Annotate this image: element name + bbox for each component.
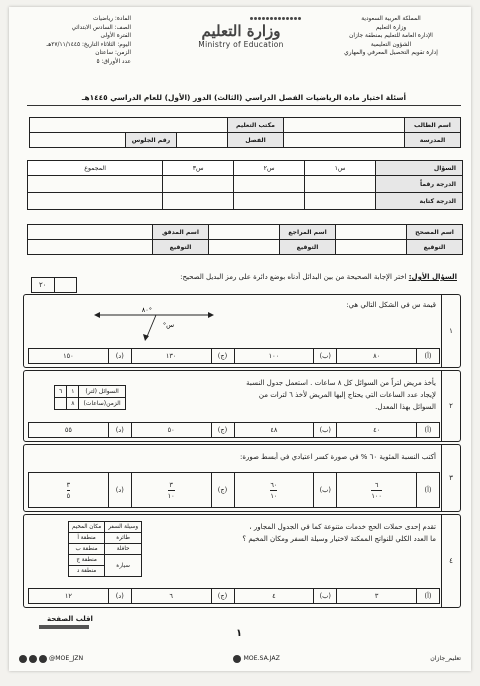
footer-handle-middle: MOE.SA.JAZ (243, 655, 280, 662)
header-right-block (325, 15, 457, 58)
corrector-field[interactable] (336, 225, 407, 240)
option-value[interactable] (131, 473, 211, 507)
score-earned-cell[interactable] (55, 278, 77, 292)
question-1 (23, 294, 461, 368)
turn-page-arrow-icon (39, 625, 89, 629)
numerator: ٦ (374, 480, 379, 489)
footer (19, 652, 461, 665)
denominator: ٥ (66, 491, 71, 500)
signature-field[interactable] (336, 240, 407, 255)
header-line: الزمن: ساعتان (95, 50, 131, 57)
option-letter[interactable]: (د) (108, 349, 131, 363)
option-value[interactable]: ١٥٠ (63, 352, 74, 360)
checker-label: اسم المدقق (153, 225, 209, 240)
ratio-cell (55, 398, 67, 410)
option-letter[interactable]: (ج) (211, 423, 234, 437)
camp-header: مكان المخيم (69, 522, 105, 533)
option-letter[interactable]: (ج) (211, 349, 234, 363)
hajj-campaign-table (68, 521, 142, 577)
student-name-label: اسم الطالب (405, 118, 461, 133)
option-letter[interactable]: (أ) (416, 589, 439, 603)
reviewer-table (27, 224, 463, 255)
instagram-icon (29, 655, 37, 663)
option-letter[interactable]: (ب) (313, 423, 336, 437)
camp-header: وسيلة السفر (105, 522, 142, 533)
header-line: عدد الأوراق: ٥ (96, 58, 131, 65)
grade-cell[interactable] (163, 193, 234, 210)
question-text: أكتب النسبة المئوية ٦٠ % في صورة كسر اعتيادي في أبسط صورة: (239, 453, 436, 461)
ratio-header: الزمن(ساعات) (79, 398, 125, 410)
option-letter[interactable]: (د) (108, 423, 131, 437)
footer-handle-left: @MOE_JZN (49, 655, 84, 662)
transport-option: حافلة (105, 544, 142, 555)
question-3 (23, 444, 461, 512)
grade-cell[interactable] (234, 176, 305, 193)
grade-cell[interactable] (28, 193, 163, 210)
angle-variable-label: س° (162, 321, 174, 329)
option-letter[interactable]: (د) (108, 589, 131, 603)
option-value[interactable]: ٥٠ (131, 423, 211, 437)
signature-label: التوقيع (153, 240, 209, 255)
option-letter[interactable]: (أ) (416, 423, 439, 437)
angle-label: °٨٠ (141, 306, 152, 314)
transport-option: طائرة (105, 533, 142, 544)
denominator: ١٠٠ (371, 491, 382, 500)
question-text-line: لإيجاد عدد الساعات التي يحتاج إليها المريض لأخذ ٦ لترات من (258, 391, 436, 399)
option-value[interactable] (234, 473, 314, 507)
option-value[interactable]: ٨٠ (336, 349, 416, 363)
education-office-field[interactable] (30, 118, 228, 133)
option-letter[interactable]: (ج) (211, 589, 234, 603)
transport-option: سيارة (105, 555, 142, 577)
education-office-label: مكتب التعليم (228, 118, 284, 133)
angle-figure (94, 305, 214, 341)
option-letter[interactable]: (د) (108, 473, 131, 507)
header-line: إدارة تقويم التحصيل المعرفي والمهاري (344, 50, 438, 57)
x-icon (39, 655, 47, 663)
ratio-table (54, 385, 126, 410)
logo-english: Ministry of Education (198, 40, 284, 49)
header-line: اليوم: الثلاثاء التاريخ: ٢٧/١١/١٤٤٥هـ (46, 41, 131, 48)
header-line: الإدارة العامة للتعليم بمنطقة جازان (349, 33, 433, 40)
header-line: وزارة التعليم (375, 24, 407, 31)
reviewer-field[interactable] (209, 225, 280, 240)
header-line: الفترة الأولى (100, 33, 131, 40)
question-text-line: ما العدد الكلي للنواتج الممكنة لاختيار وسيلة السفر ومكان المخيم ؟ (242, 535, 436, 543)
q1-title: السؤال الأول: (408, 273, 457, 281)
fraction (67, 480, 71, 501)
grade-cell[interactable] (305, 176, 376, 193)
class-label: الفصل (228, 133, 284, 148)
option-value[interactable]: ٣ (336, 589, 416, 603)
exam-page (9, 7, 471, 671)
ministry-logo (181, 17, 301, 73)
option-value[interactable]: ٤ (234, 589, 314, 603)
grade-row-label: الدرجة كتابة (376, 193, 463, 210)
grade-col-header: المجموع (28, 161, 163, 176)
header-line: المملكة العربية السعودية (361, 16, 421, 22)
signature-field[interactable] (209, 240, 280, 255)
question-text-line: يأخذ مريض لتراً من السوائل كل ٨ ساعات . استعمل جدول النسبة (246, 379, 436, 387)
logo-dots-icon (181, 17, 301, 20)
header-line: الشؤون التعليمية (370, 41, 412, 48)
ratio-header: السوائل (لتر) (79, 386, 125, 398)
option-value[interactable]: ٤٠ (336, 423, 416, 437)
school-label: المدرسة (405, 133, 461, 148)
option-letter[interactable]: (أ) (416, 349, 439, 363)
class-field[interactable] (177, 133, 228, 148)
fraction (270, 480, 277, 501)
option-value[interactable] (336, 473, 416, 507)
checker-field[interactable] (28, 225, 153, 240)
corrector-label: اسم المصحح (407, 225, 463, 240)
numerator: ٦٠ (270, 480, 278, 489)
option-value[interactable]: ٥٥ (64, 426, 72, 434)
zone-option: منطقة أ (69, 533, 105, 544)
zone-option: منطقة د (69, 566, 105, 577)
numerator: ٣ (169, 480, 173, 489)
logo-arabic: وزارة التعليم (201, 22, 281, 40)
seat-number-field[interactable] (30, 133, 126, 148)
question-number: ٣ (441, 445, 460, 511)
answer-options (28, 348, 440, 364)
option-value[interactable] (29, 473, 108, 507)
ratio-cell: ٦ (55, 386, 67, 398)
numerator: ٣ (66, 480, 71, 489)
grade-cell[interactable] (234, 193, 305, 210)
question-number: ٤ (441, 515, 460, 607)
header-line: المادة: رياضيات (93, 16, 131, 22)
option-letter[interactable]: (أ) (416, 473, 439, 507)
option-letter[interactable]: (ب) (313, 589, 336, 603)
option-value[interactable]: ٤٨ (234, 423, 314, 437)
zone-option: منطقة ج (69, 555, 105, 566)
footer-brand: تعليم_جازان (430, 655, 462, 662)
question-text-line: تقدم إحدى حملات الحج خدمات متنوعة كما في الجدول المجاور ، (249, 523, 436, 531)
question-text-block (246, 377, 436, 413)
exam-title: أسئلة اختبار مادة الرياضيات الفصل الدراسي (الثالث) الدور (الأول) للعام الدراسي ١٤٤٥هـ (27, 93, 461, 106)
question-number: ٢ (441, 371, 460, 441)
grade-table (27, 160, 463, 210)
seat-number-label: رقم الجلوس (126, 133, 177, 148)
student-info-table (29, 117, 461, 148)
option-value[interactable]: ١٢ (64, 592, 72, 600)
question-text-line: السوائل بهذا المعدل. (375, 403, 436, 411)
answer-options (28, 422, 440, 438)
ratio-cell: ١ (67, 386, 79, 398)
signature-field[interactable] (28, 240, 153, 255)
option-value[interactable]: ١٣٠ (131, 349, 211, 363)
q1-instruction: اختر الإجابة الصحيحة من بين البدائل أدناه بوضع دائرة على رمز البديل الصحيح: (180, 273, 407, 281)
facebook-icon (233, 655, 241, 663)
fraction (371, 480, 382, 501)
option-value[interactable]: ١٠٠ (234, 349, 314, 363)
grade-row-label: الدرجة رقماً (376, 176, 463, 193)
question-4 (23, 514, 461, 608)
grade-row-label: السؤال (376, 161, 463, 176)
question-text: قيمة س في الشكل التالي هي: (346, 301, 436, 309)
header-line: الصف: السادس الابتدائي (71, 24, 131, 31)
grade-cell[interactable] (28, 176, 163, 193)
answer-options (28, 472, 440, 508)
option-value[interactable]: ٦ (131, 589, 211, 603)
ratio-cell: ٨ (67, 398, 79, 410)
grade-col-header: س١ (305, 161, 376, 176)
header-left-block (21, 15, 131, 67)
school-field[interactable] (284, 133, 405, 148)
signature-label: التوقيع (280, 240, 336, 255)
fraction (168, 480, 175, 501)
zone-option: منطقة ب (69, 544, 105, 555)
youtube-icon (19, 655, 27, 663)
page-number: ١ (236, 628, 243, 639)
q1-score-box (31, 277, 77, 293)
grade-col-header: س٢ (234, 161, 305, 176)
option-letter[interactable]: (ب) (313, 349, 336, 363)
student-name-field[interactable] (284, 118, 405, 133)
denominator: ١٠ (270, 491, 278, 500)
signature-label: التوقيع (407, 240, 463, 255)
question-text-block (242, 521, 436, 545)
question-2 (23, 370, 461, 442)
denominator: ١٠ (167, 491, 175, 500)
turn-page-label: اقلب الصفحة (47, 615, 93, 623)
score-total: ٢٠ (32, 278, 55, 292)
grade-cell[interactable] (305, 193, 376, 210)
grade-cell[interactable] (163, 176, 234, 193)
q1-heading (180, 273, 457, 281)
answer-options (28, 588, 440, 604)
question-number: ١ (441, 295, 460, 367)
reviewer-label: اسم المراجع (280, 225, 336, 240)
option-letter[interactable]: (ب) (313, 473, 336, 507)
option-letter[interactable]: (ج) (211, 473, 234, 507)
grade-col-header: س٣ (163, 161, 234, 176)
